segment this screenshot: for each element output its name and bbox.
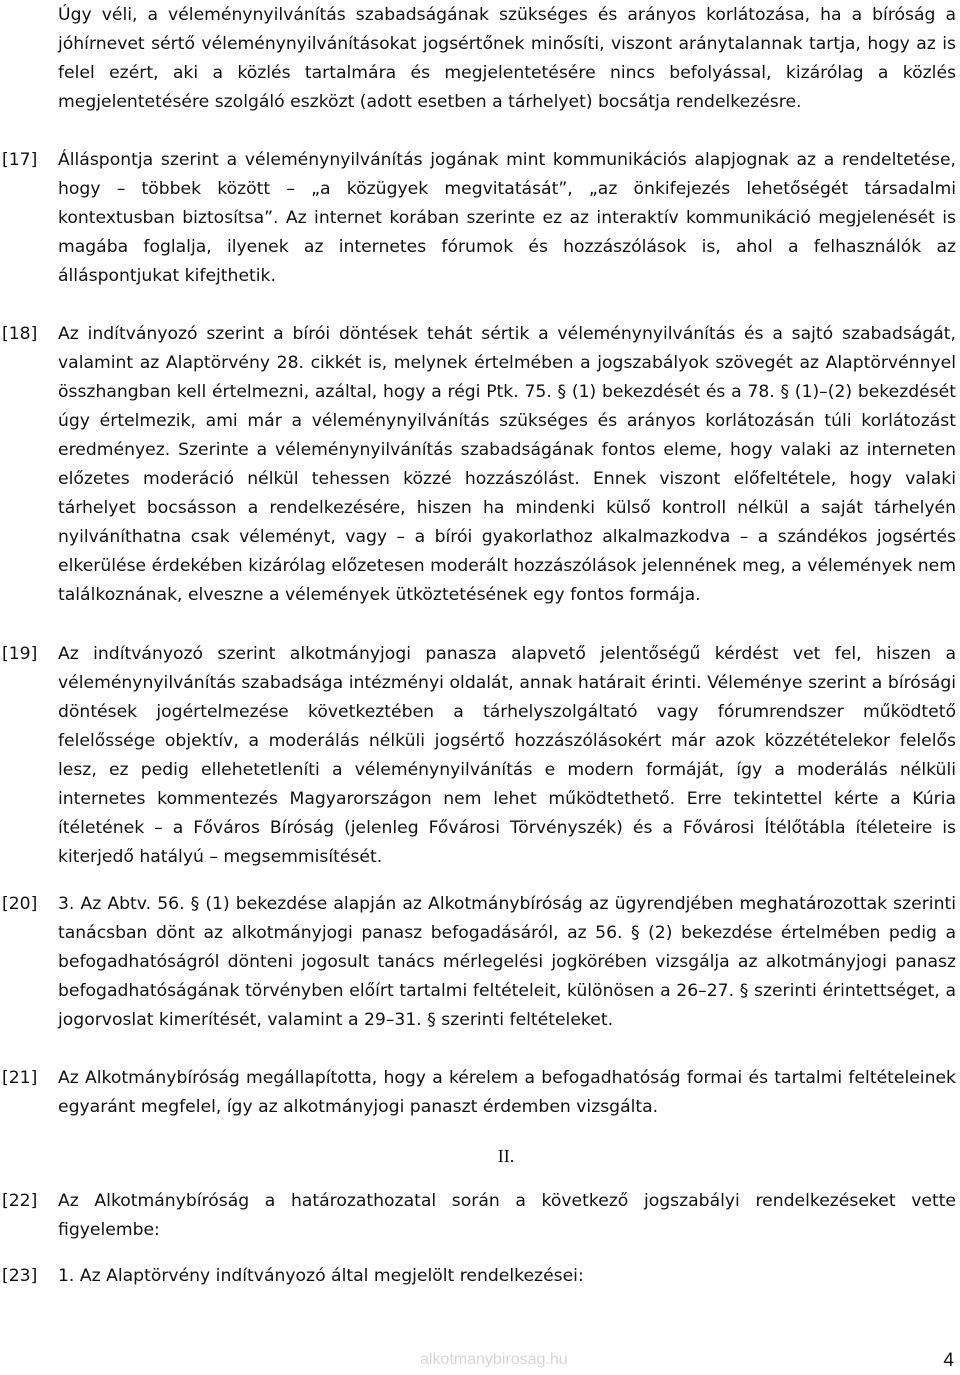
paragraph-text: 3. Az Abtv. 56. § (1) bekezdése alapján az Alkotmánybíróság az ügyrendjében meghatározottak szerinti tanácsban dönt az alkotmányjogi panasz befogadásáról, az 56. § (2) bekezdése értelmében pedig a befogadhatóságról dönteni jogosult tanács mérlegelési jogkörében vizsgálja az alkotmányjogi panasz befogadhatóságának törvényben előírt tartalmi feltételeit, különösen a 26–27. § szerinti érintettséget, a jogorvoslat kimerítését, valamint a 29–31. § szerinti feltételeket. bbox=[58, 894, 956, 1030]
paragraph-text: 1. Az Alaptörvény indítványozó által megjelölt rendelkezései: bbox=[58, 1266, 584, 1286]
section-heading bbox=[0, 1143, 960, 1169]
paragraph-20 bbox=[0, 890, 960, 1035]
paragraph-text: Álláspontja szerint a véleménynyilvánítás jogának mint kommunikációs alapjognak az a rendeltetése, hogy – többek között – „a közügyek megvitatását”, „az önkifejezés lehetőségét társadalmi kontextusban biztosítsa”. Az internet korában szerinte ez az interaktív kommunikáció megjelenését is magába foglalja, ilyenek az internetes fórumok és hozzászólások is, ahol a felhasználók az álláspontjukat kifejthetik. bbox=[58, 150, 956, 286]
section-heading-label: II. bbox=[497, 1146, 515, 1166]
paragraph-text: Az Alkotmánybíróság megállapította, hogy a kérelem a befogadhatóság formai és tartalmi feltételeinek egyaránt megfelel, így az alkotmányjogi panaszt érdemben vizsgálta. bbox=[58, 1068, 956, 1117]
paragraph-22 bbox=[0, 1187, 960, 1245]
paragraph-23 bbox=[0, 1262, 960, 1291]
paragraph-text: Az Alkotmánybíróság a határozathozatal során a következő jogszabályi rendelkezéseket vette figyelembe: bbox=[58, 1191, 956, 1240]
paragraph-number: [20] bbox=[2, 894, 38, 914]
paragraph-number: [18] bbox=[2, 324, 38, 344]
paragraph-number: [23] bbox=[2, 1266, 38, 1286]
paragraph-21 bbox=[0, 1064, 960, 1122]
paragraph-16-continuation bbox=[0, 1, 960, 117]
paragraph-text: Az indítványozó szerint alkotmányjogi panasza alapvető jelentőségű kérdést vet fel, hiszen a véleménynyilvánítás szabadsága intézményi oldalát, annak határait érinti. Véleménye szerint a bírósági döntések jogértelmezése következtében a tárhelyszolgáltató vagy fórumrendszer működtető felelőssége objektív, a moderálás nélküli jogsértő hozzászólásokért már azok közzétételekor felelős lesz, ez pedig ellehetetleníti a véleménynyilvánítás e modern formáját, így a moderálás nélküli internetes kommentezés Magyarországon nem lehet működtethető. Erre tekintettel kérte a Kúria ítéletének – a Főváros Bíróság (jelenleg Fővárosi Törvényszék) és a Fővárosi Ítélőtábla ítéleteire is kiterjedő hatályú – megsemmisítését. bbox=[58, 644, 956, 867]
paragraph-text: Az indítványozó szerint a bírói döntések tehát sértik a véleménynyilvánítás és a sajtó szabadságát, valamint az Alaptörvény 28. cikkét is, melynek értelmében a jogszabályok szövegét az Alaptörvénnyel összhangban kell értelmezni, azáltal, hogy a régi Ptk. 75. § (1) bekezdését és a 78. § (1)–(2) bekezdését úgy értelmezik, ami már a véleménynyilvánítás szükséges és arányos korlátozásán túli korlátozást eredményez. Szerinte a véleménynyilvánítás szabadságának fontos eleme, hogy valaki az interneten előzetes moderáció nélkül tehessen közzé hozzászólást. Ennek viszont előfeltétele, hogy valaki tárhelyet bocsásson a rendelkezésére, hiszen ha mindenki külső kontroll nélkül a saját tárhelyén nyilváníthatna csak véleményt, vagy – a bírói gyakorlathoz alkalmazkodva – a szándékos jogsértés elkerülése érdekében kizárólag előzetesen moderált hozzászólások jelennének meg, a vélemények nem találkoznának, elveszne a vélemények ütköztetésének egy fontos formája. bbox=[58, 324, 956, 605]
page-number: 4 bbox=[943, 1350, 954, 1371]
paragraph-17 bbox=[0, 146, 960, 291]
paragraph-18 bbox=[0, 320, 960, 610]
paragraph-number: [21] bbox=[2, 1068, 38, 1088]
footer-site-url: alkotmanybirosag.hu bbox=[420, 1351, 568, 1368]
paragraph-number: [19] bbox=[2, 644, 38, 664]
paragraph-number: [22] bbox=[2, 1191, 38, 1211]
paragraph-19 bbox=[0, 640, 960, 872]
paragraph-number: [17] bbox=[2, 150, 38, 170]
paragraph-text: Úgy véli, a véleménynyilvánítás szabadságának szükséges és arányos korlátozása, ha a bíróság a jóhírnevet sértő véleménynyilvánításokat jogsértőnek minősíti, viszont aránytalannak tartja, hogy az is felel ezért, aki a közlés tartalmára és megjelentetésére nincs befolyással, kizárólag a közlés megjelentetésére szolgáló eszközt (adott esetben a tárhelyet) bocsátja rendelkezésre. bbox=[58, 5, 956, 112]
